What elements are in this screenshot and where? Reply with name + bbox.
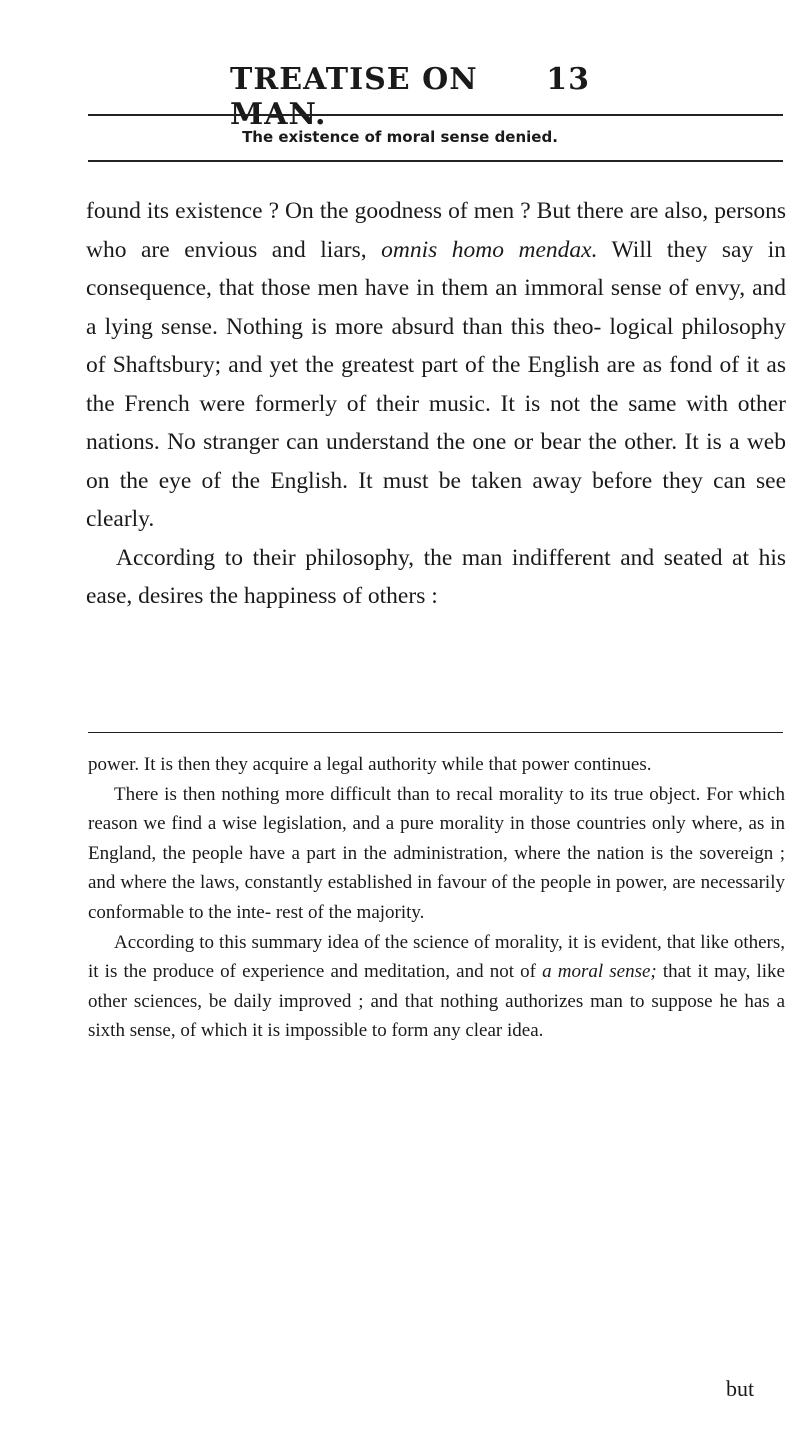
- subtitle-rule: [88, 160, 783, 162]
- italic-phrase: a moral sense;: [542, 961, 657, 983]
- main-text: [86, 192, 786, 616]
- footnote-span: that it may, like other sciences, be daily improved ; and that nothing authorizes man to suppose he has a sixth sense, of which it is impossible to form any clear idea.: [88, 961, 785, 1042]
- main-paragraph: [86, 192, 786, 539]
- footnote-rule: [88, 732, 783, 733]
- running-header: [230, 62, 590, 132]
- header-title: TREATISE ON MAN.: [230, 62, 478, 132]
- section-subtitle: The existence of moral sense denied.: [242, 128, 558, 146]
- footnote-paragraph: [88, 928, 785, 1046]
- page-number: 13: [546, 62, 590, 97]
- footnote-paragraph: There is then nothing more difficult than to recal morality to its true object. For which reason we find a wise legislation, and a pure morality in those countries only where, as in England, the people have a part in the administration, where the nation is the sovereign ; and where the laws, constantly established in favour of the people in power, are necessarily conformable to the inte- rest of the majority.: [88, 783, 785, 923]
- catchword: but: [726, 1376, 755, 1401]
- main-text-span: Will they say in consequence, that those men have in them an immoral sense of envy, and a lying sense. Nothing is more absurd than this theo- logical philosophy of Shaftsbury; and yet the greatest part of the English are as fond of it as the French were formerly of their music. It is not the same with other nations. No stranger can understand the one or bear the other. It is a web on the eye of the English. It must be taken away before they can see clearly.: [86, 236, 786, 532]
- latin-phrase: omnis homo mendax.: [381, 236, 598, 263]
- main-paragraph: According to their philosophy, the man indifferent and seated at his ease, desires the happiness of others :: [86, 544, 786, 609]
- footnote-text: [88, 750, 785, 1046]
- header-rule: [88, 114, 783, 116]
- footnote-paragraph: power. It is then they acquire a legal authority while that power continues.: [88, 754, 652, 775]
- main-text-span: found its existence ? On the goodness of men ? But there are also, persons who are envious and liars,: [86, 198, 786, 263]
- footnote-span: According to this summary idea of the science of morality, it is evident, that like others, it is the produce of experience and meditation, and not of: [88, 931, 785, 983]
